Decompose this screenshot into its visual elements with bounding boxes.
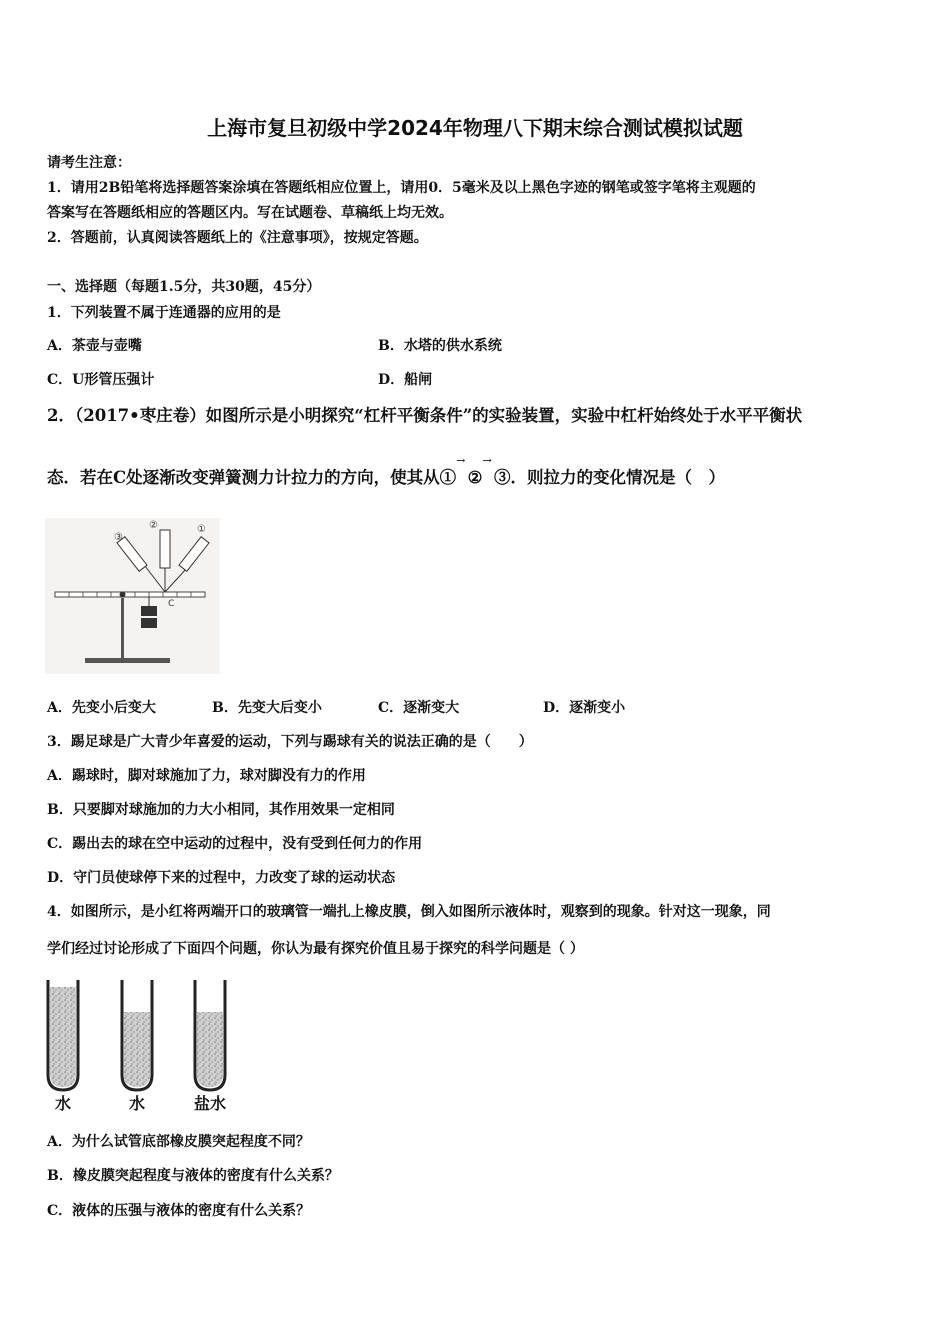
- q1-option-d: D．船闸: [378, 372, 433, 388]
- notice-line-2: 答案写在答题纸相应的答题区内。写在试题卷、草稿纸上均无效。: [47, 205, 453, 221]
- tube-label-1: 水: [54, 1094, 72, 1113]
- label-3: ③: [114, 532, 123, 543]
- tube-label-3: 盐水: [193, 1094, 227, 1113]
- q2-stem-line-1: 2．（2017•枣庄卷）如图所示是小明探究“杠杆平衡条件”的实验装置，实验中杠杆始终处于水平平衡状: [47, 406, 803, 425]
- q4-option-c: C．液体的压强与液体的密度有什么关系？: [47, 1203, 311, 1219]
- q1-option-b: B．水塔的供水系统: [378, 338, 502, 354]
- tube-2: [122, 980, 152, 1090]
- section-heading: 一、选择题（每题1.5分，共30题，45分）: [47, 279, 321, 295]
- q3-option-b: B．只要脚对球施加的力大小相同，其作用效果一定相同: [47, 802, 395, 818]
- weight-2: [141, 618, 157, 628]
- tubes-figure: [40, 975, 240, 1115]
- q2-stem-part-1: 态．若在C处逐渐改变弹簧测力计拉力的方向，使其从①: [47, 468, 457, 487]
- page-title: 上海市复旦初级中学2024年物理八下期末综合测试模拟试题: [207, 116, 743, 140]
- label-2: ②: [149, 520, 158, 531]
- notice-line-3: 2．答题前，认真阅读答题纸上的《注意事项》，按规定答题。: [47, 230, 428, 246]
- q4-stem-line-2: 学们经过讨论形成了下面四个问题，你认为最有探究价值且易于探究的科学问题是（ ）: [47, 941, 584, 957]
- notice-line-1: 1．请用2B铅笔将选择题答案涂填在答题纸相应位置上，请用0．5毫米及以上黑色字迹的钢笔或签字笔将主观题的: [47, 180, 756, 196]
- label-1: ①: [197, 524, 206, 535]
- q2-arrow-1: →: [456, 454, 466, 467]
- q3-option-d: D．守门员使球停下来的过程中，力改变了球的运动状态: [47, 870, 396, 886]
- q2-stem-part-3: ③．则拉力的变化情况是（ ）: [493, 468, 725, 487]
- q2-option-b: B．先变大后变小: [212, 700, 322, 716]
- tube-1: [48, 980, 78, 1090]
- q1-option-c: C．U形管压强计: [47, 372, 155, 388]
- q3-option-a: A．踢球时，脚对球施加了力，球对脚没有力的作用: [47, 768, 366, 784]
- q1-option-a: A．茶壶与壶嘴: [47, 338, 142, 354]
- q2-option-d: D．逐渐变小: [543, 700, 626, 716]
- q1-stem: 1．下列装置不属于连通器的应用的是: [47, 305, 281, 321]
- lever-figure: [45, 518, 220, 674]
- q4-stem-line-1: 4．如图所示，是小红将两端开口的玻璃管一端扎上橡皮膜，倒入如图所示液体时，观察到的现象。针对这一现象，同: [47, 904, 771, 920]
- q2-option-c: C．逐渐变大: [378, 700, 460, 716]
- q3-option-c: C．踢出去的球在空中运动的过程中，没有受到任何力的作用: [47, 836, 423, 852]
- q2-arrow-2: →: [482, 454, 492, 467]
- q4-option-b: B．橡皮膜突起程度与液体的密度有什么关系？: [47, 1168, 339, 1184]
- lever-pivot: [120, 592, 126, 598]
- q4-option-a: A．为什么试管底部橡皮膜突起程度不同？: [47, 1134, 310, 1150]
- stand-pole: [121, 598, 124, 660]
- label-c: C: [168, 599, 175, 609]
- q2-stem-part-2: ②: [467, 468, 483, 487]
- lever-bar: [55, 592, 205, 597]
- q3-stem: 3．踢足球是广大青少年喜爱的运动，下列与踢球有关的说法正确的是（ ）: [47, 734, 533, 750]
- stand-base: [85, 658, 170, 663]
- tube-3: [195, 980, 225, 1090]
- q2-option-a: A．先变小后变大: [47, 700, 156, 716]
- notice-heading: 请考生注意：: [47, 155, 131, 171]
- weight-1: [141, 606, 157, 616]
- q2-stem-line-2: [47, 454, 725, 488]
- tube-label-2: 水: [128, 1094, 146, 1113]
